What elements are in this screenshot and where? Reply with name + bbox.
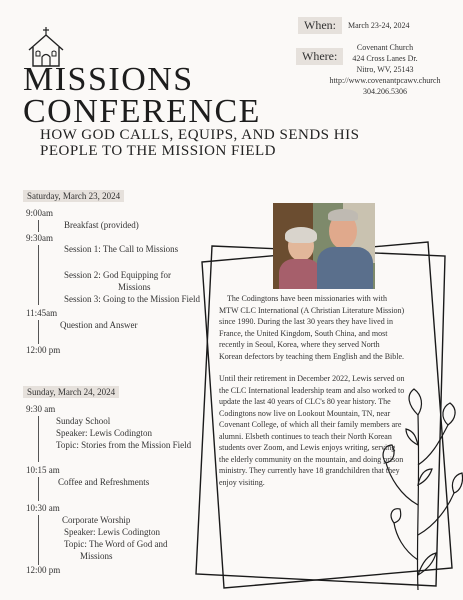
- timeline-line: [38, 416, 39, 462]
- sat-time-3: 11:45am: [26, 308, 58, 318]
- sun-item-6: Speaker: Lewis Codington: [64, 527, 160, 537]
- where-line: Covenant Church: [356, 43, 414, 52]
- sat-item-2: Session 1: The Call to Missions: [64, 244, 179, 254]
- sat-time-2: 9:30am: [26, 233, 53, 243]
- sun-item-1: Sunday School: [56, 416, 111, 426]
- when-label: When:: [298, 17, 342, 34]
- sat-time-4: 12:00 pm: [26, 345, 61, 355]
- title-line-2: CONFERENCE: [23, 93, 261, 130]
- timeline-line: [38, 515, 39, 565]
- timeline-line: [38, 320, 39, 344]
- where-line: Nitro, WV, 25143: [356, 65, 414, 74]
- sunday-label: Sunday, March 24, 2024: [23, 386, 119, 398]
- bio-block: [219, 293, 405, 488]
- sat-item-3: Session 2: God Equipping for: [64, 270, 171, 280]
- timeline-line: [38, 245, 39, 305]
- sat-item-4: Session 3: Going to the Mission Field: [64, 294, 201, 304]
- title-line-1: MISSIONS: [23, 61, 194, 98]
- sun-time-4: 12:00 pm: [26, 565, 61, 575]
- sun-item-7-cont: Missions: [80, 551, 113, 561]
- timeline-line: [38, 477, 39, 501]
- subtitle-line-1: HOW GOD CALLS, EQUIPS, AND SENDS HIS: [40, 127, 360, 143]
- sat-item-3-cont: Missions: [118, 282, 151, 292]
- bio-paragraph-1: The Codingtons have been missionaries with with MTW CLC International (A Christian Literature Mission) since 1990. During the last 30 years they have lived in France, the United Kingdom, South China, and most recently in Seoul, Korea, where they served North Korean defectors by teaching them English and the Bible.: [219, 294, 405, 361]
- sun-item-3: Topic: Stories from the Mission Field: [56, 440, 192, 450]
- sun-item-4: Coffee and Refreshments: [58, 477, 150, 487]
- where-label: Where:: [296, 48, 343, 65]
- sat-item-5: Question and Answer: [60, 320, 138, 330]
- sun-time-2: 10:15 am: [26, 465, 60, 475]
- sun-item-7: Topic: The Word of God and: [64, 539, 168, 549]
- where-line: 304.206.5306: [363, 87, 407, 96]
- when-value: March 23-24, 2024: [348, 21, 410, 30]
- where-line: http://www.covenantpcawv.church: [329, 76, 441, 85]
- saturday-label: Saturday, March 23, 2024: [23, 190, 124, 202]
- subtitle-line-2: PEOPLE TO THE MISSION FIELD: [40, 143, 277, 159]
- couple-photo: [273, 203, 375, 289]
- timeline-line: [38, 220, 39, 232]
- sun-time-3: 10:30 am: [26, 503, 60, 513]
- where-line: 424 Cross Lanes Dr.: [352, 54, 418, 63]
- sun-time-1: 9:30 am: [26, 404, 56, 414]
- where-address: [310, 42, 460, 97]
- sun-item-5: Corporate Worship: [62, 515, 131, 525]
- sun-item-2: Speaker: Lewis Codington: [56, 428, 152, 438]
- sat-item-1: Breakfast (provided): [64, 220, 139, 230]
- bio-paragraph-2: Until their retirement in December 2022, Lewis served on the CLC International leadership team and also worked to update the last 40 years of CLC's 80 year history. The Codingtons now live on Lookout Mountain, TN, near Covenant College, of which all their family members are alumni. Elsbeth continues to teach their North Korean students over Zoom, and Lewis enjoys writing, serving the elderly community on the mountain, and doing prison ministry. They currently have 18 grandchildren that they enjoy visiting.: [219, 374, 405, 487]
- sat-time-1: 9:00am: [26, 208, 53, 218]
